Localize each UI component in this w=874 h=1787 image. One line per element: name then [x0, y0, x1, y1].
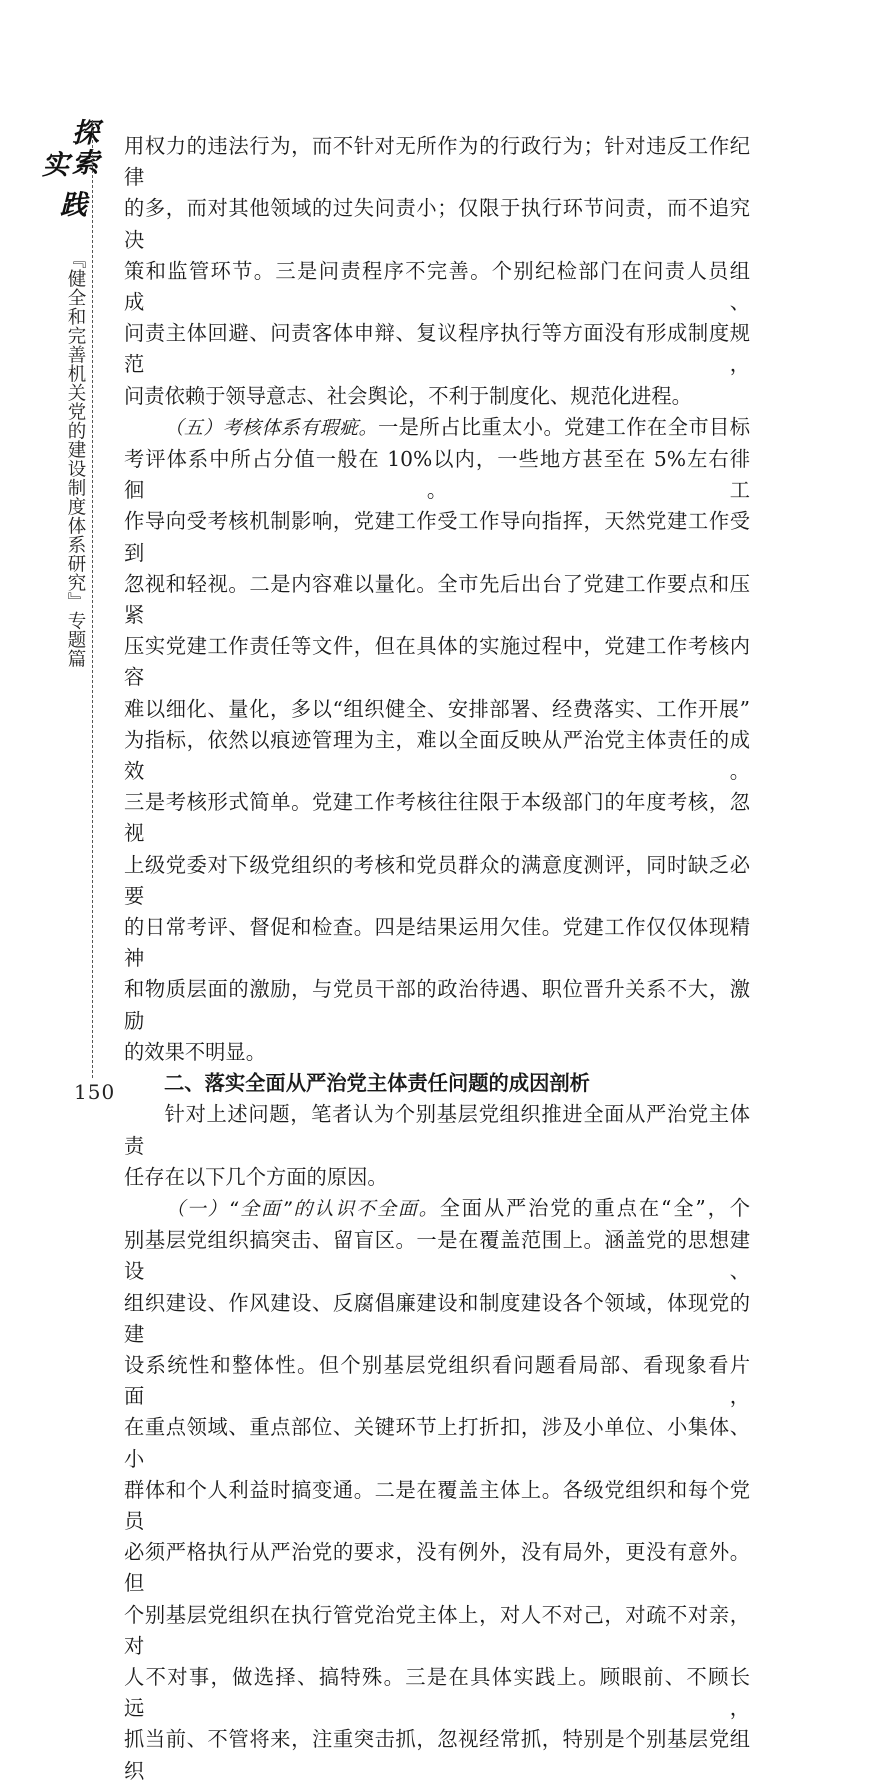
text-line [124, 381, 750, 412]
body-text [124, 131, 750, 1787]
text-line [124, 725, 750, 787]
sidebar [38, 118, 100, 1108]
line-text: 别基层党组织搞突击、留盲区。一是在覆盖范围上。涵盖党的思想建设、 [124, 1228, 750, 1284]
text-line [124, 506, 750, 568]
line-text: 任存在以下几个方面的原因。 [124, 1164, 388, 1189]
section-heading [124, 1068, 750, 1099]
line-text: 抓当前、不管将来，注重突击抓，忽视经常抓，特别是个别基层党组织 [124, 1727, 750, 1783]
text-line [124, 1475, 750, 1537]
line-text: 组织建设、作风建设、反腐倡廉建设和制度建设各个领域，体现党的建 [124, 1290, 750, 1346]
text-line [124, 850, 750, 912]
line-text: 问责主体回避、问责客体申辩、复议程序执行等方面没有形成制度规范， [124, 321, 750, 377]
line-text: 三是考核形式简单。党建工作考核往往限于本级部门的年度考核，忽视 [124, 790, 750, 846]
line-text: 的多，而对其他领域的过失问责小；仅限于执行环节问责，而不追究决 [124, 196, 750, 252]
text-line [124, 318, 750, 380]
text-line [124, 1037, 750, 1068]
margin-divider [92, 120, 93, 1078]
text-line [124, 912, 750, 974]
text-line [124, 1225, 750, 1287]
text-line [124, 1600, 750, 1662]
line-text: 全面从严治党的重点在“全”，个 [439, 1195, 750, 1220]
text-line [124, 412, 750, 444]
line-text: 上级党委对下级党组织的考核和党员群众的满意度测评，同时缺乏必要 [124, 852, 750, 908]
line-text: 策和监管环节。三是问责程序不完善。个别纪检部门在问责人员组成、 [124, 258, 750, 315]
book-logo [38, 118, 100, 228]
text-line [124, 787, 750, 849]
text-line [124, 1350, 750, 1412]
line-text: 人不对事，做选择、搞特殊。三是在具体实践上。顾眼前、不顾长远， [124, 1664, 750, 1721]
text-line [124, 974, 750, 1036]
line-text: 作导向受考核机制影响，党建工作受工作导向指挥，天然党建工作受到 [124, 509, 750, 565]
line-text: 二、落实全面从严治党主体责任问题的成因剖析 [164, 1071, 590, 1096]
page-number: 150 [74, 1080, 116, 1104]
text-line [124, 1537, 750, 1599]
line-text: 为指标，依然以痕迹管理为主，难以全面反映从严治党主体责任的成效。 [124, 727, 750, 784]
logo-char: 实 [42, 150, 69, 181]
line-text: 问责依赖于领导意志、社会舆论，不利于制度化、规范化进程。 [124, 383, 692, 408]
text-line [124, 1162, 750, 1193]
text-line [124, 1288, 750, 1350]
line-text: 的日常考评、督促和检查。四是结果运用欠佳。党建工作仅仅体现精神 [124, 915, 750, 971]
line-text: 和物质层面的激励，与党员干部的政治待遇、职位晋升关系不大，激励 [124, 977, 750, 1033]
line-text: 针对上述问题，笔者认为个别基层党组织推进全面从严治党主体责 [124, 1102, 750, 1158]
line-text: 个别基层党组织在执行管党治党主体上，对人不对己，对疏不对亲，对 [124, 1602, 750, 1658]
line-text: 难以细化、量化，多以“组织健全、安排部署、经费落实、工作开展” [124, 696, 750, 721]
text-line [124, 569, 750, 631]
line-text: 设系统性和整体性。但个别基层党组织看问题看局部、看现象看片面， [124, 1352, 750, 1409]
text-line [124, 1412, 750, 1474]
text-line [124, 1193, 750, 1225]
subsection-title: （五）考核体系有瑕疵。 [164, 416, 378, 439]
line-text: 必须严格执行从严治党的要求，没有例外，没有局外，更没有意外。但 [124, 1540, 750, 1596]
text-line [124, 1099, 750, 1161]
text-line [124, 1724, 750, 1786]
line-text: 在重点领域、重点部位、关键环节上打折扣，涉及小单位、小集体、小 [124, 1415, 750, 1471]
logo-char: 索 [72, 148, 99, 179]
line-text: 一是所占比重太小。党建工作在全市目标 [377, 414, 750, 439]
line-text: 考评体系中所占分值一般在 10%以内，一些地方甚至在 5%左右徘徊。工 [124, 447, 750, 503]
logo-char: 践 [60, 190, 87, 221]
text-line [124, 131, 750, 193]
logo-char: 探 [72, 118, 99, 149]
text-line [124, 444, 750, 506]
line-text: 用权力的违法行为，而不针对无所作为的行政行为；针对违反工作纪律 [124, 134, 750, 190]
text-line [124, 193, 750, 255]
line-text: 的效果不明显。 [124, 1039, 266, 1064]
subsection-title: （一）“全面”的认识不全面。 [164, 1197, 440, 1220]
text-line [124, 694, 750, 725]
line-text: 忽视和轻视。二是内容难以量化。全市先后出台了党建工作要点和压紧 [124, 571, 750, 628]
text-line [124, 256, 750, 318]
series-title: 『健全和完善机关党的建设制度体系研究』专题篇 [65, 250, 86, 668]
text-line [124, 631, 750, 693]
line-text: 压实党建工作责任等文件，但在具体的实施过程中，党建工作考核内容 [124, 634, 750, 690]
text-line [124, 1662, 750, 1724]
line-text: 群体和个人利益时搞变通。二是在覆盖主体上。各级党组织和每个党员 [124, 1477, 750, 1533]
